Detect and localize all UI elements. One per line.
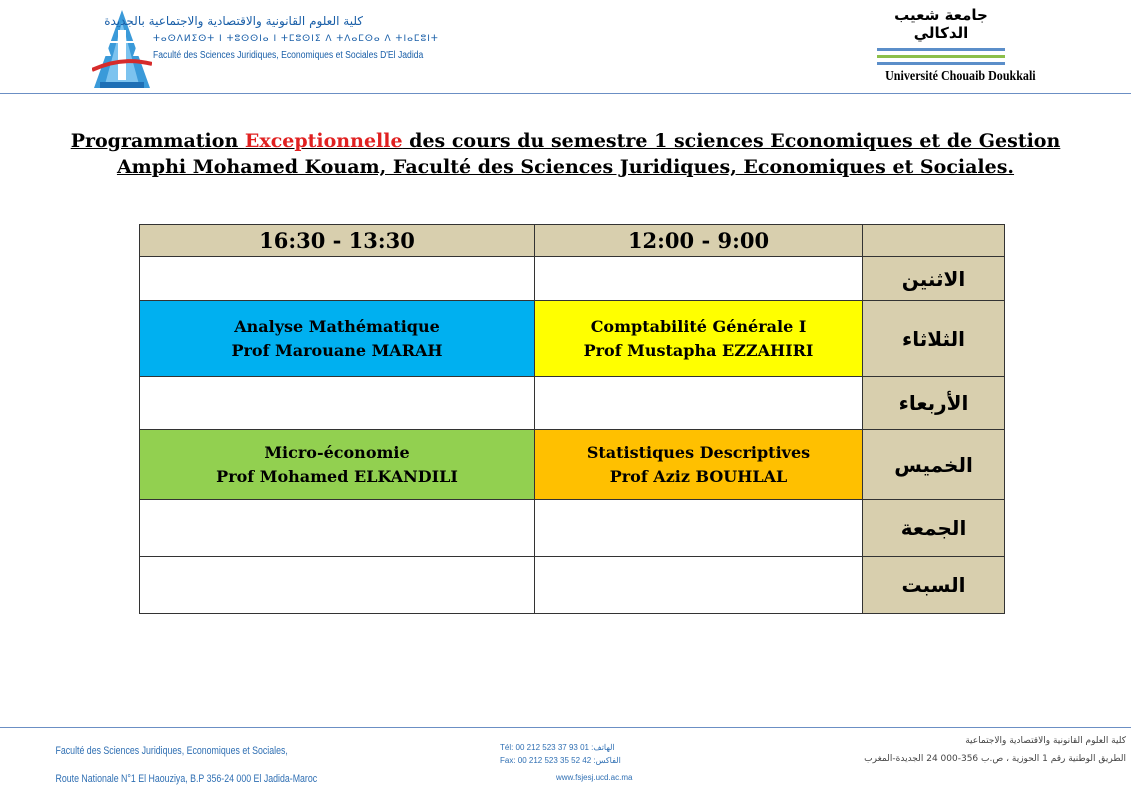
time-slot-morning: 12:00 - 9:00 — [535, 225, 863, 257]
morning-cell — [535, 500, 863, 557]
professor-name: Prof Marouane MARAH — [231, 340, 443, 360]
faculty-name-tifinagh: ⵜⴰⵙⴷⵍⵉⵙⵜ ⵏ ⵜⵓⵙⵙⵏⴰ ⵏ ⵜⵎⵓⵙⵏⵉ ⴷ ⵜⴷⴰⵎⵙⴰ ⴷ ⵜⵏⴰⵎⵓⵏⵜ — [153, 34, 439, 44]
header-divider — [0, 93, 1131, 94]
footer-address-arabic — [862, 736, 1126, 772]
university-name-french: Université Chouaib Doukkali — [885, 69, 1036, 84]
time-slot-afternoon: 16:30 - 13:30 — [140, 225, 535, 257]
morning-cell — [535, 430, 863, 500]
footer-arabic-line1: كلية العلوم القانونية والاقتصادية والاجتماعية — [965, 736, 1126, 746]
faculty-name-arabic: كلية العلوم القانونية والاقتصادية والاجتماعية بالجديدة — [104, 14, 363, 28]
footer-divider — [0, 727, 1131, 728]
footer-arabic-line2: الطريق الوطنية رقم 1 الحوزية ، ص.ب 356-000 24 الجديدة-المغرب — [864, 754, 1126, 764]
table-row — [140, 430, 1005, 500]
afternoon-cell — [140, 301, 535, 377]
footer-contact — [500, 743, 660, 786]
table-row — [140, 557, 1005, 614]
day-label: الثلاثاء — [863, 301, 1005, 377]
table-row — [140, 377, 1005, 430]
professor-name: Prof Aziz BOUHLAL — [609, 466, 788, 486]
university-name-arabic: جامعة شعيب الدكالي — [894, 6, 988, 42]
title-suffix: des cours du semestre 1 sciences Economiques et de Gestion — [402, 130, 1061, 152]
day-label: الجمعة — [863, 500, 1005, 557]
day-label: السبت — [863, 557, 1005, 614]
morning-cell — [535, 557, 863, 614]
corner-cell — [863, 225, 1005, 257]
faculty-name-french: Faculté des Sciences Juridiques, Economiques et Sociales D'El Jadida — [153, 50, 424, 61]
schedule-table — [139, 224, 1005, 614]
afternoon-cell — [140, 257, 535, 301]
table-row — [140, 500, 1005, 557]
university-logo-stripes — [877, 48, 1005, 65]
afternoon-cell — [140, 500, 535, 557]
morning-cell — [535, 377, 863, 430]
page-subtitle: Amphi Mohamed Kouam, Faculté des Sciences Juridiques, Economiques et Sociales. — [116, 156, 1015, 178]
table-row — [140, 301, 1005, 377]
footer-website-link[interactable]: www.fsjesj.ucd.ac.ma — [556, 773, 633, 782]
faculty-name-block — [104, 14, 439, 61]
footer-address-line2: Route Nationale N°1 El Haouziya, B.P 356-24 000 El Jadida-Maroc — [55, 773, 318, 785]
page-title — [0, 130, 1131, 152]
afternoon-cell — [140, 430, 535, 500]
day-label: الخميس — [863, 430, 1005, 500]
footer-fax: Fax: 00 212 523 35 52 42 :الفاكس — [500, 756, 621, 765]
footer-phone: Tél: 00 212 523 37 93 01 :الهاتف — [500, 743, 615, 752]
morning-cell — [535, 301, 863, 377]
day-label: الاثنين — [863, 257, 1005, 301]
course-name: Statistiques Descriptives — [586, 442, 811, 462]
table-row — [140, 257, 1005, 301]
footer-address-french — [30, 745, 318, 785]
title-prefix: Programmation — [70, 130, 245, 152]
professor-name: Prof Mustapha EZZAHIRI — [583, 340, 814, 360]
morning-cell — [535, 257, 863, 301]
afternoon-cell — [140, 377, 535, 430]
professor-name: Prof Mohamed ELKANDILI — [216, 466, 458, 486]
footer-address-line1: Faculté des Sciences Juridiques, Economiques et Sociales, — [55, 745, 288, 757]
day-label: الأربعاء — [863, 377, 1005, 430]
schedule-header-row — [140, 225, 1005, 257]
course-name: Comptabilité Générale I — [590, 316, 807, 336]
course-name: Analyse Mathématique — [234, 316, 440, 336]
course-name: Micro-économie — [264, 442, 410, 462]
title-highlight: Exceptionnelle — [244, 130, 403, 152]
university-logo — [876, 6, 1036, 85]
afternoon-cell — [140, 557, 535, 614]
